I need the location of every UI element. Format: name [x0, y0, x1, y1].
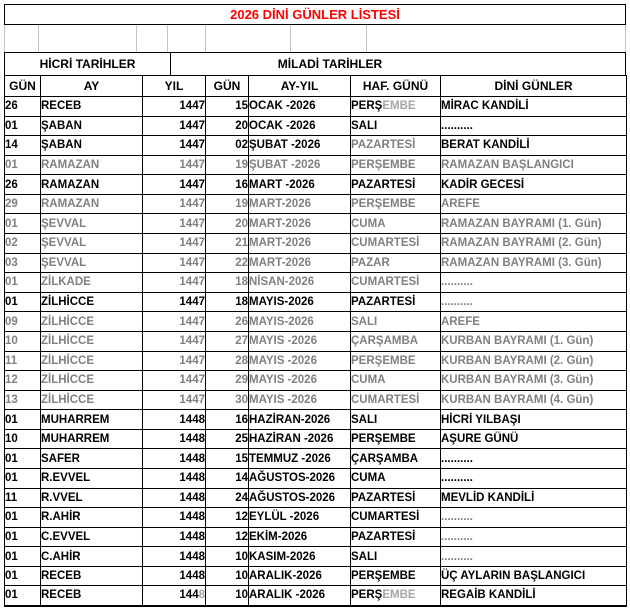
table-cell: ARALIK -2026 [249, 586, 351, 606]
table-cell: MEVLİD KANDİLİ [441, 488, 627, 508]
title-bar [4, 4, 626, 25]
table-cell [351, 586, 441, 606]
table-cell: 26 [206, 312, 249, 332]
table-row [5, 390, 627, 410]
table-row [5, 312, 627, 332]
table-cell: BERAT KANDİLİ [441, 136, 627, 156]
table-cell: PERŞEMBE [351, 194, 441, 214]
column-header-hicri-gun: GÜN [5, 76, 41, 97]
table-cell: 16 [206, 175, 249, 195]
table-cell: CUMA [351, 371, 441, 391]
group-header-miladi: MİLADİ TARİHLER [170, 53, 625, 75]
table-cell: SALI [351, 547, 441, 567]
group-header-hicri: HİCRİ TARİHLER [39, 57, 136, 71]
table-cell: .......... [441, 468, 627, 488]
table-cell: HAZİRAN-2026 [249, 410, 351, 430]
table-cell: ZİLHİCCE [41, 351, 143, 371]
table-cell [143, 586, 206, 606]
cell-segment: EMBE [382, 589, 416, 602]
table-cell: 1447 [143, 116, 206, 136]
table-cell: CUMARTESİ [351, 390, 441, 410]
table-cell: MAYIS-2026 [249, 312, 351, 332]
table-cell: EKİM-2026 [249, 527, 351, 547]
table-cell: KADİR GECESİ [441, 175, 627, 195]
grid-cell [367, 25, 626, 52]
table-cell: 26 [5, 175, 41, 195]
table-cell: SALI [351, 410, 441, 430]
table-cell: ŞEVVAL [41, 253, 143, 273]
table-cell: KURBAN BAYRAMI (3. Gün) [441, 371, 627, 391]
table-row [5, 586, 627, 606]
table-cell: KURBAN BAYRAMI (2. Gün) [441, 351, 627, 371]
cell-segment: PERŞ [351, 100, 383, 113]
table-cell: 03 [5, 253, 41, 273]
table-cell: AŞURE GÜNÜ [441, 429, 627, 449]
cell-segment: PAZARTESİ [351, 139, 416, 152]
table-cell: SALI [351, 312, 441, 332]
table-cell: 02 [206, 136, 249, 156]
table-cell: R.AHİR [41, 508, 143, 528]
table-cell: 1447 [143, 390, 206, 410]
table-cell: REGAİB KANDİLİ [441, 586, 627, 606]
column-header-ay-yil: AY-YIL [249, 76, 351, 97]
table-cell: KASIM-2026 [249, 547, 351, 567]
table-cell: 19 [206, 194, 249, 214]
table-cell: ARALIK-2026 [249, 566, 351, 586]
table-cell: 25 [206, 429, 249, 449]
table-cell: 1447 [143, 253, 206, 273]
column-header-haf-gunu: HAF. GÜNÜ [351, 76, 441, 97]
table-cell: RAMAZAN [41, 194, 143, 214]
table-cell: 15 [206, 97, 249, 117]
cell-segment: PERŞ [351, 589, 383, 602]
table-cell: 1447 [143, 371, 206, 391]
table-cell: 10 [206, 547, 249, 567]
table-cell: RAMAZAN [41, 155, 143, 175]
table-cell: ŞABAN [41, 136, 143, 156]
table-cell: 20 [206, 214, 249, 234]
table-cell: OCAK -2026 [249, 116, 351, 136]
table-cell: 01 [5, 547, 41, 567]
table-row [5, 253, 627, 273]
table-cell: 24 [206, 488, 249, 508]
table-cell: AĞUSTOS-2026 [249, 488, 351, 508]
table-cell: 01 [5, 155, 41, 175]
table-row [5, 527, 627, 547]
column-header-yil: YIL [143, 76, 206, 97]
table-cell: 1447 [143, 155, 206, 175]
table-cell: SALI [351, 116, 441, 136]
table-cell: R.EVVEL [41, 468, 143, 488]
table-cell: 1448 [143, 410, 206, 430]
table-cell: ÇARŞAMBA [351, 449, 441, 469]
table-cell: RAMAZAN [41, 175, 143, 195]
table-cell: ÜÇ AYLARIN BAŞLANGICI [441, 566, 627, 586]
table-cell: 1447 [143, 273, 206, 293]
table-cell: 1448 [143, 429, 206, 449]
table-cell: MAYIS-2026 [249, 292, 351, 312]
page-title: 2026 DİNİ GÜNLER LİSTESİ [230, 7, 400, 22]
table-cell: 29 [206, 371, 249, 391]
table-cell: PERŞEMBE [351, 566, 441, 586]
table-cell: EYLÜL -2026 [249, 508, 351, 528]
table-cell: 11 [5, 488, 41, 508]
table-row [5, 273, 627, 293]
table-cell: 1448 [143, 449, 206, 469]
table-cell: MUHARREM [41, 410, 143, 430]
table-cell: ZİLHİCCE [41, 371, 143, 391]
table-cell: 1448 [143, 508, 206, 528]
table-cell: .......... [441, 116, 627, 136]
table-cell: 1447 [143, 136, 206, 156]
group-header-row [4, 52, 626, 76]
table-row [5, 410, 627, 430]
grid-cell [168, 25, 206, 52]
table-cell: CUMA [351, 214, 441, 234]
table-cell: MAYIS -2026 [249, 371, 351, 391]
table-cell: 1448 [143, 547, 206, 567]
table-row [5, 449, 627, 469]
table-cell: 01 [5, 508, 41, 528]
table-cell: OCAK -2026 [249, 97, 351, 117]
table-cell [441, 547, 627, 567]
table-cell: ÇARŞAMBA [351, 331, 441, 351]
table-cell: RECEB [41, 586, 143, 606]
table-cell: HİCRİ YILBAŞI [441, 410, 627, 430]
table-cell: 15 [206, 449, 249, 469]
table-cell: ZİLHİCCE [41, 390, 143, 410]
table-cell: 02 [5, 234, 41, 254]
table-row [5, 136, 627, 156]
table-row [5, 194, 627, 214]
table-cell: ZİLHİCCE [41, 292, 143, 312]
table-cell: AREFE [441, 194, 627, 214]
table-cell: MART-2026 [249, 214, 351, 234]
table-cell: 13 [5, 390, 41, 410]
table-cell [441, 292, 627, 312]
table-cell: 1447 [143, 351, 206, 371]
table-cell: 1448 [143, 566, 206, 586]
grid-cell [137, 25, 168, 52]
table-row [5, 97, 627, 117]
table-cell [351, 136, 441, 156]
table-cell: 1447 [143, 97, 206, 117]
table-cell: RAMAZAN BAŞLANGICI [441, 155, 627, 175]
table-cell: 10 [5, 429, 41, 449]
table-cell: .......... [441, 273, 627, 293]
table-cell [441, 527, 627, 547]
table-cell: PERŞEMBE [351, 351, 441, 371]
cell-segment: .......... [441, 550, 473, 563]
table-cell: AREFE [441, 312, 627, 332]
cell-segment: .......... [441, 296, 473, 309]
table-cell: 29 [5, 194, 41, 214]
table-cell: 01 [5, 586, 41, 606]
table-row [5, 292, 627, 312]
table-cell: 12 [206, 527, 249, 547]
table-cell: SAFER [41, 449, 143, 469]
table-cell: 01 [5, 449, 41, 469]
table-cell: 21 [206, 234, 249, 254]
data-rows [5, 97, 627, 606]
table-row [5, 566, 627, 586]
table-row [5, 351, 627, 371]
table-cell: 1447 [143, 194, 206, 214]
table-cell: 1447 [143, 331, 206, 351]
religious-days-table [4, 75, 627, 607]
cell-segment: .......... [441, 531, 473, 543]
table-cell: ZİLHİCCE [41, 331, 143, 351]
table-cell: 10 [5, 331, 41, 351]
table-cell: 01 [5, 214, 41, 234]
table-cell: 20 [206, 116, 249, 136]
table-cell: PAZAR [351, 253, 441, 273]
table-row [5, 155, 627, 175]
table-cell: RECEB [41, 97, 143, 117]
table-cell [351, 97, 441, 117]
table-cell: MAYIS -2026 [249, 331, 351, 351]
table-row [5, 234, 627, 254]
table-cell: ŞEVVAL [41, 214, 143, 234]
column-header-row [5, 76, 627, 97]
table-cell: 26 [5, 97, 41, 117]
table-cell: MART-2026 [249, 194, 351, 214]
table-cell: 30 [206, 390, 249, 410]
table-cell: 14 [5, 136, 41, 156]
table-cell: KURBAN BAYRAMI (4. Gün) [441, 390, 627, 410]
grid-spacer-row [4, 25, 626, 52]
table-cell: RAMAZAN BAYRAMI (3. Gün) [441, 253, 627, 273]
table-cell: CUMARTESİ [351, 273, 441, 293]
table-row [5, 331, 627, 351]
table-cell: R.VVEL [41, 488, 143, 508]
table-row [5, 488, 627, 508]
table-cell: 01 [5, 116, 41, 136]
table-row [5, 468, 627, 488]
table-cell: KURBAN BAYRAMI (1. Gün) [441, 331, 627, 351]
table-cell: 1447 [143, 292, 206, 312]
table-cell: ŞUBAT -2026 [249, 155, 351, 175]
table-cell: 1447 [143, 234, 206, 254]
table-cell: MART -2026 [249, 175, 351, 195]
cell-segment: 144 [179, 589, 199, 602]
table-cell: PAZARTESİ [351, 527, 441, 547]
table-cell: 12 [206, 508, 249, 528]
table-cell: 10 [206, 566, 249, 586]
table-cell: PAZARTESİ [351, 488, 441, 508]
table-cell: ZİLHİCCE [41, 312, 143, 332]
table-cell: 12 [5, 371, 41, 391]
table-cell: PAZARTESİ [351, 292, 441, 312]
table-cell: 1447 [143, 175, 206, 195]
table-cell: NİSAN-2026 [249, 273, 351, 293]
table-cell: HAZİRAN -2026 [249, 429, 351, 449]
table-row [5, 116, 627, 136]
table-cell: CUMARTESİ [351, 508, 441, 528]
table-cell: 1447 [143, 214, 206, 234]
table-row [5, 547, 627, 567]
table-cell: CUMA [351, 468, 441, 488]
table-cell: 22 [206, 253, 249, 273]
table-cell: RAMAZAN BAYRAMI (1. Gün) [441, 214, 627, 234]
table-row [5, 371, 627, 391]
table-cell: PERŞEMBE [351, 155, 441, 175]
table-cell: 28 [206, 351, 249, 371]
table-cell: ŞABAN [41, 116, 143, 136]
table-row [5, 214, 627, 234]
table-cell: ZİLKADE [41, 273, 143, 293]
table-cell: TEMMUZ -2026 [249, 449, 351, 469]
table-cell [441, 508, 627, 528]
table-cell: MİRAC KANDİLİ [441, 97, 627, 117]
table-row [5, 508, 627, 528]
table-cell: C.EVVEL [41, 527, 143, 547]
table-cell: 11 [5, 351, 41, 371]
table-cell: CUMARTESİ [351, 234, 441, 254]
grid-cell [39, 25, 137, 52]
table-cell: C.AHİR [41, 547, 143, 567]
table-cell: 16 [206, 410, 249, 430]
table-cell: 10 [206, 586, 249, 606]
table-cell: MAYIS -2026 [249, 390, 351, 410]
table-cell: 09 [5, 312, 41, 332]
table-cell: 1448 [143, 468, 206, 488]
grid-cell [291, 25, 367, 52]
table-cell: .......... [441, 449, 627, 469]
table-cell: RECEB [41, 566, 143, 586]
table-cell: MAYIS -2026 [249, 351, 351, 371]
table-row [5, 175, 627, 195]
grid-cell [206, 25, 291, 52]
cell-segment: .......... [441, 511, 473, 524]
column-header-ay: AY [41, 76, 143, 97]
table-cell: RAMAZAN BAYRAMI (2. Gün) [441, 234, 627, 254]
table-cell: 01 [5, 292, 41, 312]
table-cell: ŞUBAT -2026 [249, 136, 351, 156]
table-cell: MART-2026 [249, 234, 351, 254]
table-cell: 01 [5, 410, 41, 430]
table-cell: 01 [5, 468, 41, 488]
table-cell: PAZARTESİ [351, 175, 441, 195]
column-header-dini-gunler: DİNİ GÜNLER [441, 76, 627, 97]
table-cell: 1447 [143, 312, 206, 332]
table-cell: PERŞEMBE [351, 429, 441, 449]
table-row [5, 429, 627, 449]
table-cell: MART-2026 [249, 253, 351, 273]
table-cell: 18 [206, 273, 249, 293]
table-cell: MUHARREM [41, 429, 143, 449]
table-cell: 01 [5, 273, 41, 293]
table-cell: ŞEVVAL [41, 234, 143, 254]
table-cell: 1448 [143, 527, 206, 547]
table-cell: 1448 [143, 488, 206, 508]
table-cell: AĞUSTOS-2026 [249, 468, 351, 488]
cell-segment: 8 [198, 589, 205, 602]
table-cell: 19 [206, 155, 249, 175]
column-header-miladi-gun: GÜN [206, 76, 249, 97]
table-cell: 01 [5, 527, 41, 547]
table-cell: 14 [206, 468, 249, 488]
table-cell: 27 [206, 331, 249, 351]
table-cell: 18 [206, 292, 249, 312]
cell-segment: EMBE [382, 100, 416, 113]
table-cell: 01 [5, 566, 41, 586]
grid-cell [4, 25, 39, 52]
